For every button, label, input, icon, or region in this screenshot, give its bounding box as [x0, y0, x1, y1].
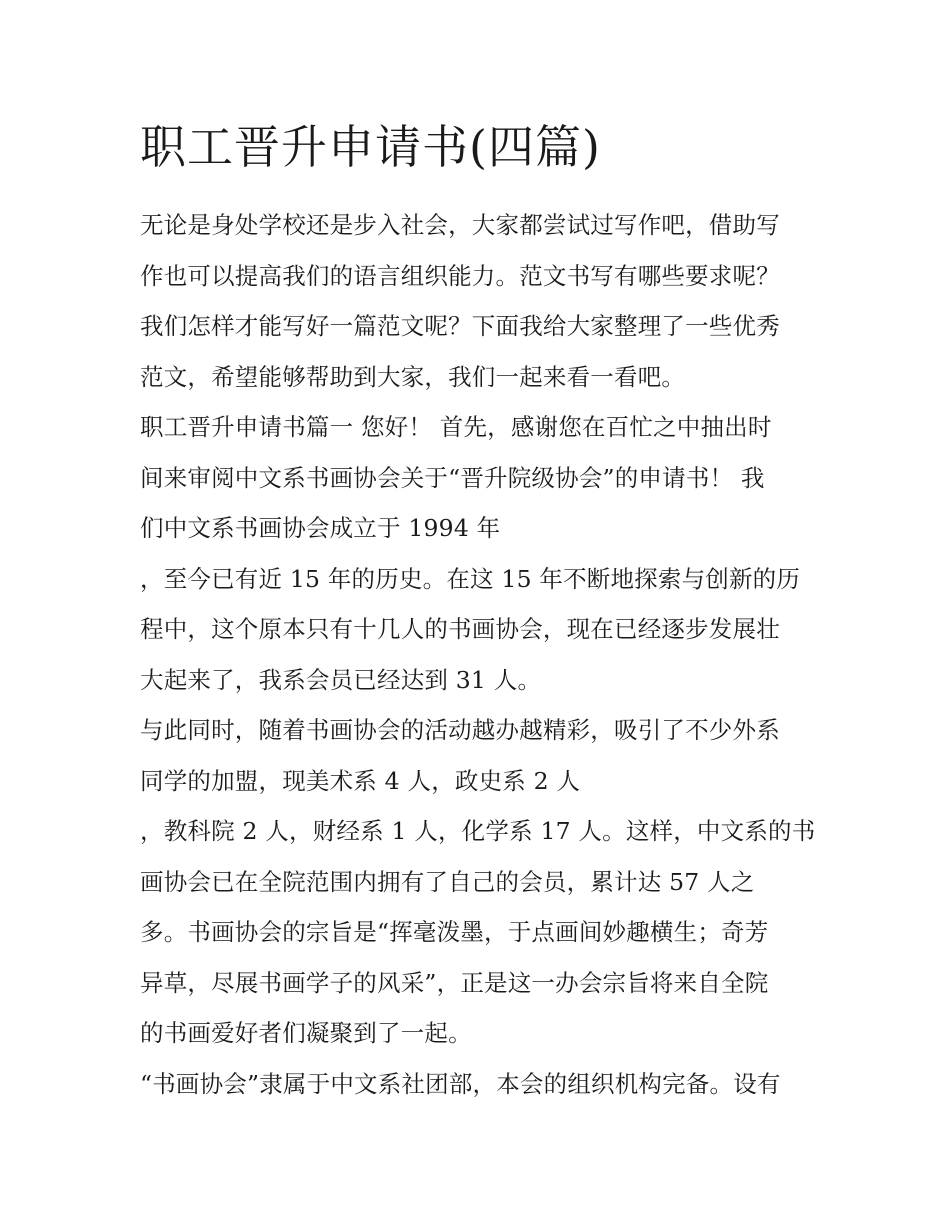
text-line: 们中文系书画协会成立于 1994 年 — [140, 514, 501, 542]
text-line: 无论是身处学校还是步入社会，大家都尝试过写作吧，借助写 — [140, 211, 780, 239]
text-line: 的书画爱好者们凝聚到了一起。 — [140, 1019, 472, 1047]
text-line: 同学的加盟，现美术系 4 人，政史系 2 人 — [140, 766, 581, 795]
text-line: 间来审阅中文系书画协会关于“晋升院级协会”的申请书！ 我 — [140, 463, 765, 492]
text-line: 异草，尽展书画学子的风采”，正是这一办会宗旨将来自全院 — [140, 968, 769, 997]
text-line: 职工晋升申请书篇一 您好！ 首先，感谢您在百忙之中抽出时 — [140, 413, 772, 441]
document-title: 职工晋升申请书(四篇) — [140, 120, 601, 174]
text-line: ，至今已有近 15 年的历史。在这 15 年不断地探索与创新的历 — [140, 564, 801, 593]
document-body — [140, 200, 820, 1109]
text-line: 多。书画协会的宗旨是“挥毫泼墨，于点画间妙趣横生；奇芳 — [140, 918, 769, 946]
text-line: 画协会已在全院范围内拥有了自己的会员，累计达 57 人之 — [140, 867, 755, 896]
text-line: ，教科院 2 人，财经系 1 人，化学系 17 人。这样，中文系的书 — [140, 817, 816, 845]
text-line: 范文，希望能够帮助到大家，我们一起来看一看吧。 — [140, 362, 686, 391]
text-line: 程中，这个原本只有十几人的书画协会，现在已经逐步发展壮 — [140, 615, 780, 643]
text-line: “书画协会”隶属于中文系社团部，本会的组织机构完备。设有 — [140, 1069, 781, 1098]
text-line: 作也可以提高我们的语言组织能力。范文书写有哪些要求呢？ — [140, 261, 780, 290]
text-line: 大起来了，我系会员已经达到 31 人。 — [140, 665, 542, 694]
text-line: 与此同时，随着书画协会的活动越办越精彩，吸引了不少外系 — [140, 716, 780, 744]
text-line: 我们怎样才能写好一篇范文呢？下面我给大家整理了一些优秀 — [140, 312, 780, 340]
